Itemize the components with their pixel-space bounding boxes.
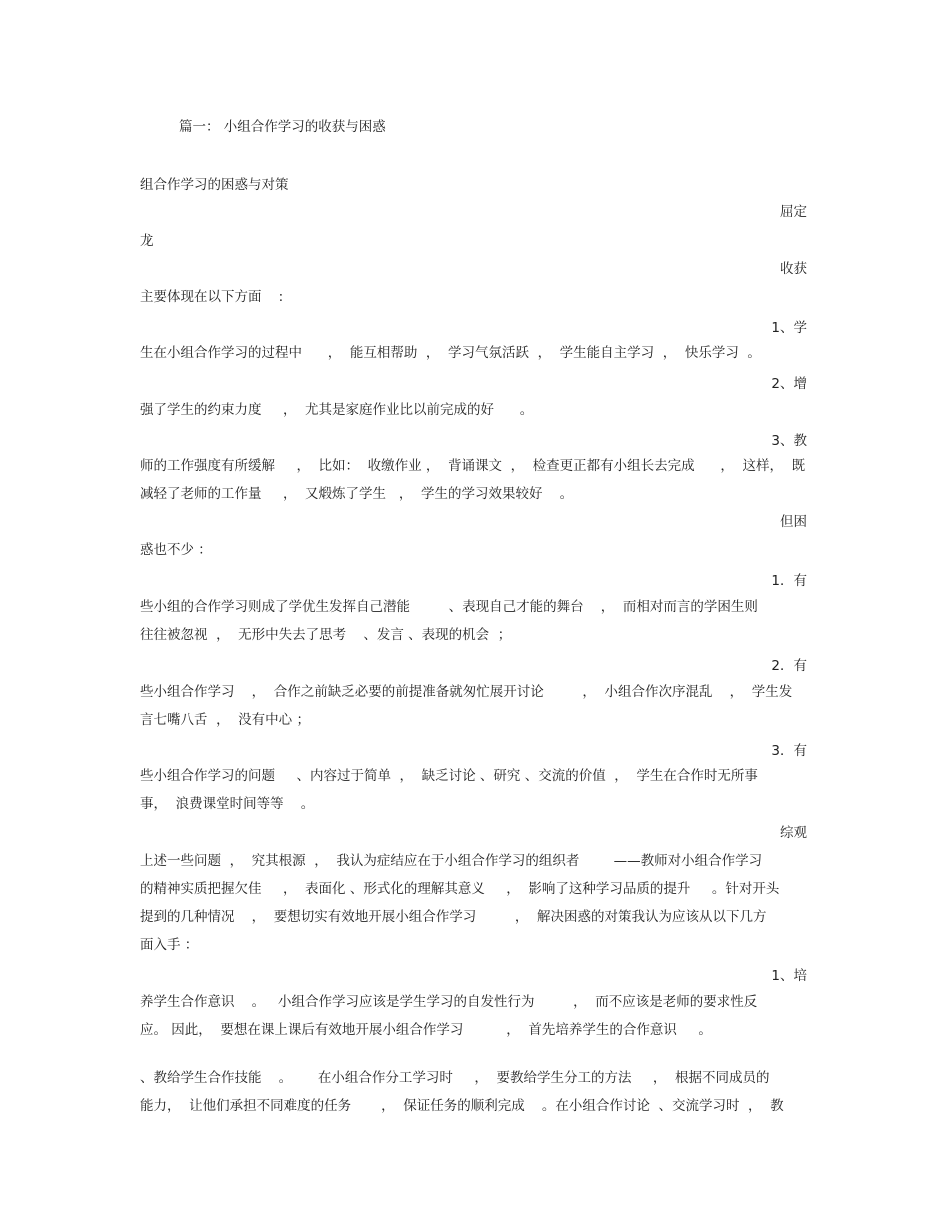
text-line: 组合作学习的困惑与对策 (140, 177, 289, 193)
text-line: 师的工作强度有所缓解 ， 比如： 收缴作业 ， 背诵课文 ， 检查更正都有小组长去完成 ， 这样， 既 (140, 458, 806, 474)
text-line: 言七嘴八舌 ， 没有中心 ； (140, 712, 310, 728)
text-line: 上述一些问题 ， 究其根源 ， 我认为症结应在于小组合作学习的组织者 ——教师对小组合作学习 (140, 853, 763, 869)
text-line: 应。 因此， 要想在课上课后有效地开展小组合作学习 ， 首先培养学生的合作意识 。 (140, 1022, 712, 1038)
text-line: 面入手 ： (140, 937, 199, 953)
text-line: 往往被忽视 ， 无形中失去了思考 、发言 、表现的机会 ； (140, 627, 512, 643)
text-line: 的精神实质把握欠佳 ， 表面化 、形式化的理解其意义 ， 影响了这种学习品质的提升 。针对开头 (140, 881, 780, 897)
text-line: 些小组的合作学习则成了学优生发挥自己潜能 、表现自己才能的舞台 ， 而相对而言的学困生则 (140, 599, 758, 615)
text-line: 提到的几种情况 ， 要想切实有效地开展小组合作学习 ， 解决困惑的对策我认为应该从以下几方 (140, 909, 767, 925)
paragraph-start-fragment: 2、增 (771, 376, 807, 392)
text-line: 惑也不少 ： (140, 542, 212, 558)
text-line: 些小组合作学习的问题 、内容过于简单 ， 缺乏讨论 、研究 、交流的价值 ， 学生在合作时无所事 (140, 768, 758, 784)
paragraph-start-fragment: 1、培 (771, 968, 807, 984)
paragraph-start-fragment: 3．有 (771, 743, 807, 759)
paragraph-start-fragment: 3、教 (771, 433, 807, 449)
text-line: 事， 浪费课堂时间等等 。 (140, 796, 315, 812)
text-line: 养学生合作意识 。 小组合作学习应该是学生学习的自发性行为 ， 而不应该是老师的要求性反 (140, 994, 758, 1010)
text-line: 减轻了老师的工作量 ， 又煅炼了学生 ， 学生的学习效果较好 。 (140, 486, 574, 502)
paragraph-start-fragment: 但困 (780, 514, 807, 530)
text-line: 强了学生的约束力度 ， 尤其是家庭作业比以前完成的好 。 (140, 402, 534, 418)
text-line: 能力， 让他们承担不同难度的任务 ， 保证任务的顺利完成 。在小组合作讨论 、交流学习时 ， 教 (140, 1098, 784, 1114)
text-line: 些小组合作学习 ， 合作之前缺乏必要的前提准备就匆忙展开讨论 ， 小组合作次序混乱 ， 学生发 (140, 684, 793, 700)
page-title: 篇一： 小组合作学习的收获与困惑 (179, 119, 386, 135)
paragraph-start-fragment: 综观 (780, 825, 807, 841)
paragraph-start-fragment: 收获 (780, 261, 807, 277)
paragraph-start-fragment: 1、学 (771, 320, 807, 336)
paragraph-start-fragment: 2．有 (771, 658, 807, 674)
text-line: 生在小组合作学习的过程中 ， 能互相帮助 ， 学习气氛活跃 ， 学生能自主学习 ， 快乐学习 。 (140, 345, 761, 361)
text-line: 龙 (140, 233, 154, 249)
text-line: 、教给学生合作技能 。 在小组合作分工学习时 ， 要教给学生分工的方法 ， 根据不同成员的 (140, 1070, 770, 1086)
paragraph-start-fragment: 1．有 (771, 573, 807, 589)
text-line: 主要体现在以下方面 : (140, 289, 284, 305)
paragraph-start-fragment: 屈定 (780, 204, 807, 220)
